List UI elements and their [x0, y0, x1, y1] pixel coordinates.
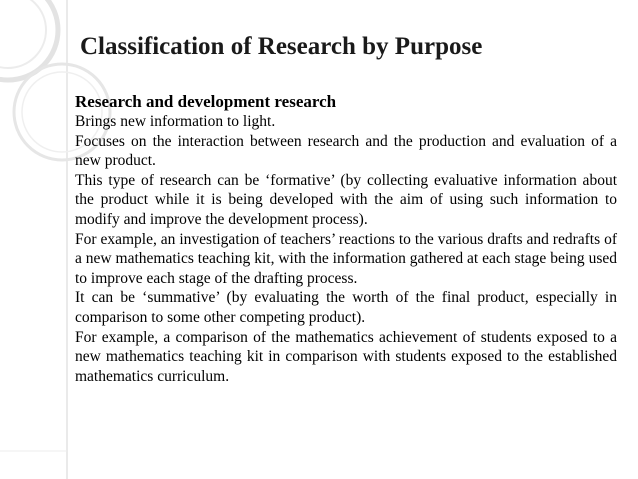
body-paragraph-5: It can be ‘summative’ (by evaluating the worth of the final product, especially in comparison to some other competing product). — [75, 289, 617, 326]
body-paragraph-4: For example, an investigation of teachers’ reactions to the various drafts and redrafts of a new mathematics teaching kit, with the information gathered at each stage being used to improve each stage of the drafting process. — [75, 230, 617, 287]
decorative-ring-outer — [0, 0, 58, 80]
decorative-ring-inner — [0, 0, 46, 68]
section-subheading: Research and development research — [75, 92, 337, 111]
body-paragraph-6: For example, a comparison of the mathematics achievement of students exposed to a new mathematics teaching kit in comparison with students exposed to the established mathematics curriculum. — [75, 328, 617, 385]
slide-body — [75, 91, 617, 386]
body-paragraph-2: Focuses on the interaction between research and the production and evaluation of a new product. — [75, 132, 617, 170]
body-paragraph-3: This type of research can be ‘formative’ (by collecting evaluative information about the product while it is being developed with the aim of using such information to modify and improve the development process). — [75, 171, 617, 228]
body-paragraph-1: Brings new information to light. — [75, 113, 276, 130]
slide-title: Classification of Research by Purpose — [80, 33, 483, 60]
